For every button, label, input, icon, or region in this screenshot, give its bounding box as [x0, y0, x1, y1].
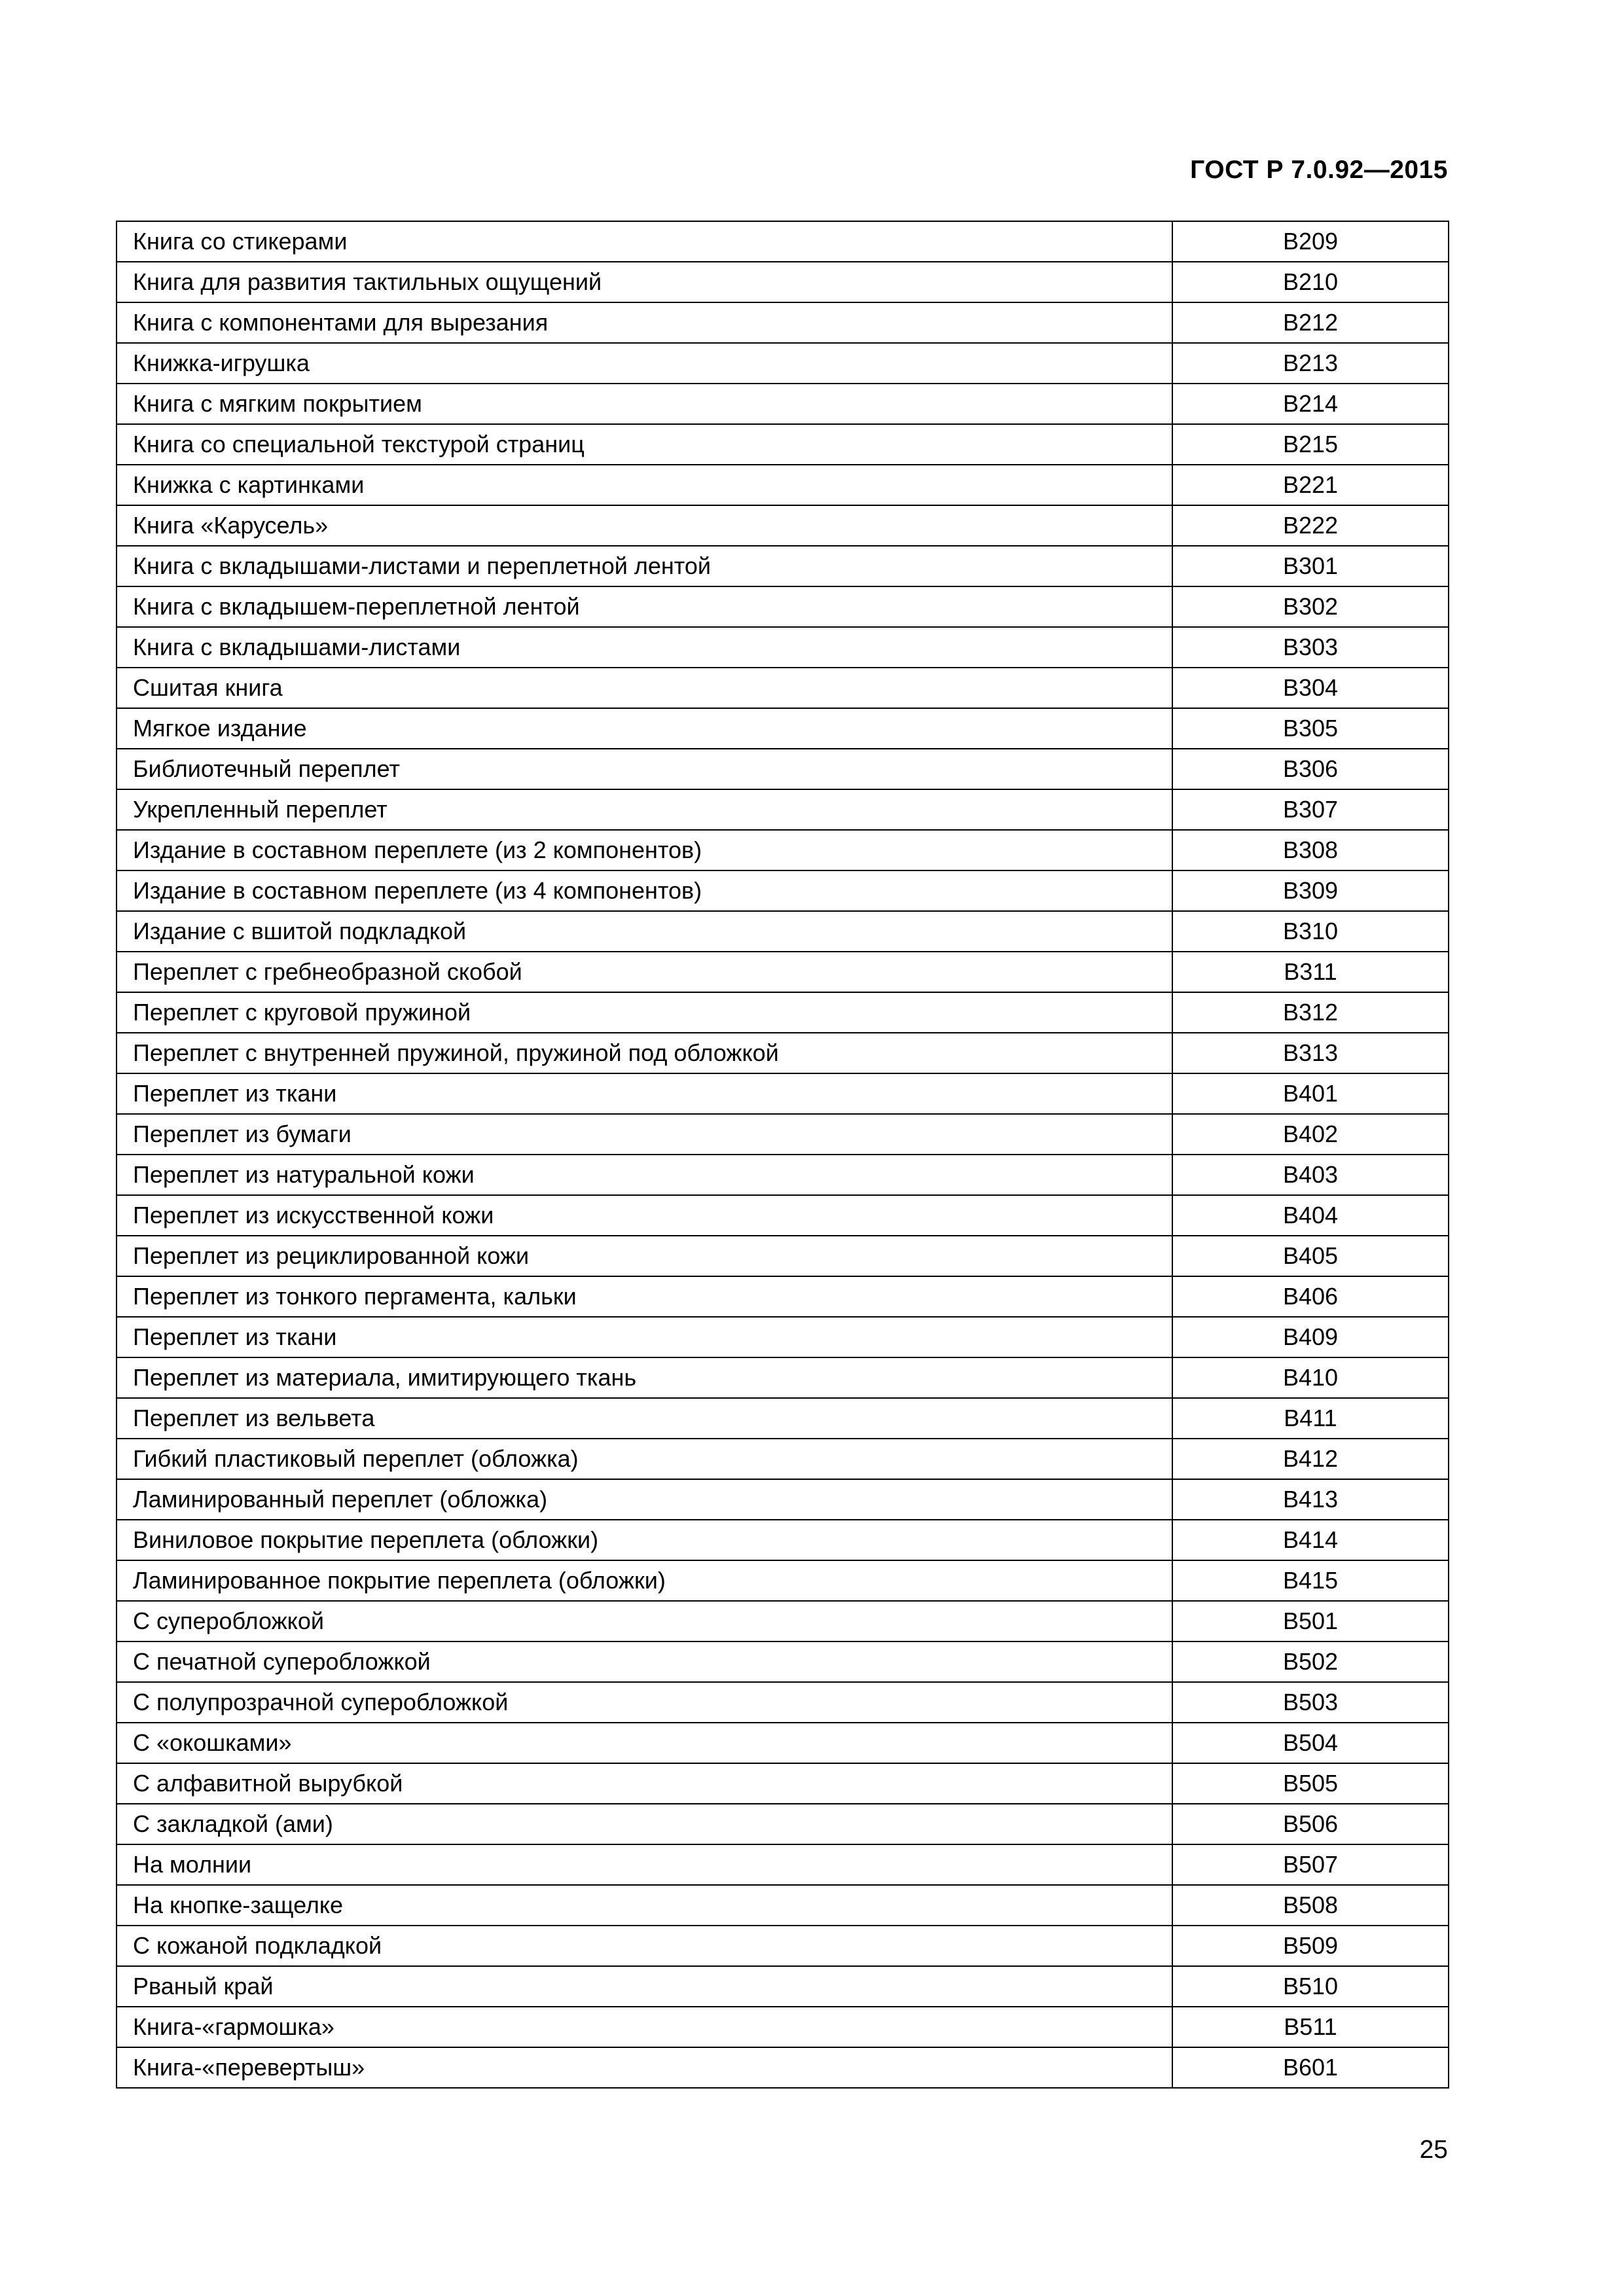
product-form-name-cell: С «окошками»: [117, 1723, 1172, 1763]
product-form-code-cell: B215: [1172, 424, 1449, 465]
product-form-code-cell: B213: [1172, 343, 1449, 384]
product-form-name-cell: Издание в составном переплете (из 4 компонентов): [117, 870, 1172, 911]
product-form-name-cell: Книга-«гармошка»: [117, 2007, 1172, 2047]
product-form-name-cell: Рваный край: [117, 1966, 1172, 2007]
table-row: [117, 1479, 1449, 1520]
product-form-name-cell: Книжка-игрушка: [117, 343, 1172, 384]
table-row: [117, 1276, 1449, 1317]
table-row: [117, 1966, 1449, 2007]
product-form-code-cell: B506: [1172, 1804, 1449, 1844]
table-row: [117, 1885, 1449, 1926]
product-form-code-cell: B304: [1172, 668, 1449, 708]
product-form-code-cell: B209: [1172, 221, 1449, 262]
product-form-code-cell: B505: [1172, 1763, 1449, 1804]
product-form-code-cell: B306: [1172, 749, 1449, 789]
product-form-name-cell: Книжка с картинками: [117, 465, 1172, 505]
product-form-name-cell: Переплет из ткани: [117, 1073, 1172, 1114]
product-form-code-cell: B212: [1172, 302, 1449, 343]
product-form-name-cell: Книга со стикерами: [117, 221, 1172, 262]
table-row: [117, 1439, 1449, 1479]
table-row: [117, 1641, 1449, 1682]
table-row: [117, 262, 1449, 302]
product-form-name-cell: Библиотечный переплет: [117, 749, 1172, 789]
table-row: [117, 1560, 1449, 1601]
product-form-name-cell: Ламинированное покрытие переплета (обложки): [117, 1560, 1172, 1601]
product-form-name-cell: Переплет с гребнеобразной скобой: [117, 952, 1172, 992]
table-row: [117, 1073, 1449, 1114]
product-form-code-cell: B503: [1172, 1682, 1449, 1723]
product-form-code-cell: B413: [1172, 1479, 1449, 1520]
product-form-name-cell: Книга со специальной текстурой страниц: [117, 424, 1172, 465]
product-form-name-cell: Переплет из рециклированной кожи: [117, 1236, 1172, 1276]
product-form-name-cell: Книга-«перевертыш»: [117, 2047, 1172, 2088]
table-row: [117, 627, 1449, 668]
product-form-name-cell: Ламинированный переплет (обложка): [117, 1479, 1172, 1520]
page-number: 25: [1419, 2136, 1448, 2164]
product-form-code-cell: B504: [1172, 1723, 1449, 1763]
product-form-code-cell: B307: [1172, 789, 1449, 830]
product-form-code-cell: B313: [1172, 1033, 1449, 1073]
product-form-code-cell: B312: [1172, 992, 1449, 1033]
product-form-code-cell: B210: [1172, 262, 1449, 302]
table-row: [117, 1723, 1449, 1763]
table-row: [117, 1520, 1449, 1560]
product-form-code-cell: B221: [1172, 465, 1449, 505]
table-row: [117, 870, 1449, 911]
table-row: [117, 952, 1449, 992]
table-row: [117, 911, 1449, 952]
table-row: [117, 708, 1449, 749]
table-row: [117, 1236, 1449, 1276]
product-form-name-cell: Переплет из тонкого пергамента, кальки: [117, 1276, 1172, 1317]
product-form-name-cell: С кожаной подкладкой: [117, 1926, 1172, 1966]
product-form-code-cell: B409: [1172, 1317, 1449, 1357]
table-row: [117, 1926, 1449, 1966]
product-form-code-cell: B401: [1172, 1073, 1449, 1114]
table-row: [117, 992, 1449, 1033]
product-form-name-cell: С алфавитной вырубкой: [117, 1763, 1172, 1804]
product-form-code-cell: B402: [1172, 1114, 1449, 1155]
product-form-name-cell: Книга для развития тактильных ощущений: [117, 262, 1172, 302]
table-row: [117, 221, 1449, 262]
product-form-code-cell: B509: [1172, 1926, 1449, 1966]
product-form-code-cell: B214: [1172, 384, 1449, 424]
product-form-code-cell: B601: [1172, 2047, 1449, 2088]
product-form-code-cell: B414: [1172, 1520, 1449, 1560]
binding-codes-table: [116, 221, 1449, 2089]
product-form-name-cell: Переплет из вельвета: [117, 1398, 1172, 1439]
table-row: [117, 424, 1449, 465]
product-form-name-cell: С печатной суперобложкой: [117, 1641, 1172, 1682]
product-form-code-cell: B302: [1172, 586, 1449, 627]
table-row: [117, 343, 1449, 384]
product-form-code-cell: B411: [1172, 1398, 1449, 1439]
document-standard-header: ГОСТ Р 7.0.92—2015: [1190, 156, 1448, 184]
table-row: [117, 830, 1449, 870]
product-form-name-cell: Укрепленный переплет: [117, 789, 1172, 830]
product-form-name-cell: Переплет из бумаги: [117, 1114, 1172, 1155]
product-form-code-cell: B222: [1172, 505, 1449, 546]
table-row: [117, 668, 1449, 708]
table-row: [117, 384, 1449, 424]
table-row: [117, 1114, 1449, 1155]
product-form-name-cell: Книга с вкладышами-листами: [117, 627, 1172, 668]
product-form-code-cell: B305: [1172, 708, 1449, 749]
product-form-code-cell: B309: [1172, 870, 1449, 911]
table-row: [117, 1804, 1449, 1844]
product-form-name-cell: Мягкое издание: [117, 708, 1172, 749]
product-form-code-cell: B310: [1172, 911, 1449, 952]
product-form-code-cell: B507: [1172, 1844, 1449, 1885]
product-form-name-cell: Книга «Карусель»: [117, 505, 1172, 546]
product-form-name-cell: Сшитая книга: [117, 668, 1172, 708]
table-row: [117, 586, 1449, 627]
product-form-code-cell: B303: [1172, 627, 1449, 668]
product-form-name-cell: На кнопке-защелке: [117, 1885, 1172, 1926]
product-form-name-cell: С полупрозрачной суперобложкой: [117, 1682, 1172, 1723]
product-form-name-cell: Книга с компонентами для вырезания: [117, 302, 1172, 343]
product-form-code-cell: B502: [1172, 1641, 1449, 1682]
table-body: [117, 221, 1449, 2088]
product-form-name-cell: Переплет с внутренней пружиной, пружиной под обложкой: [117, 1033, 1172, 1073]
product-form-name-cell: Издание в составном переплете (из 2 компонентов): [117, 830, 1172, 870]
product-form-code-cell: B410: [1172, 1357, 1449, 1398]
product-form-code-cell: B511: [1172, 2007, 1449, 2047]
table-row: [117, 302, 1449, 343]
product-form-name-cell: Переплет из ткани: [117, 1317, 1172, 1357]
table-row: [117, 1357, 1449, 1398]
table-row: [117, 465, 1449, 505]
product-form-code-cell: B404: [1172, 1195, 1449, 1236]
table-row: [117, 1195, 1449, 1236]
table-row: [117, 789, 1449, 830]
product-form-name-cell: Книга с вкладышем-переплетной лентой: [117, 586, 1172, 627]
table-row: [117, 1682, 1449, 1723]
product-form-name-cell: С суперобложкой: [117, 1601, 1172, 1641]
table-row: [117, 505, 1449, 546]
product-form-code-cell: B403: [1172, 1155, 1449, 1195]
product-form-code-cell: B301: [1172, 546, 1449, 586]
product-form-name-cell: Книга с мягким покрытием: [117, 384, 1172, 424]
product-form-name-cell: Гибкий пластиковый переплет (обложка): [117, 1439, 1172, 1479]
product-form-code-cell: B508: [1172, 1885, 1449, 1926]
product-form-code-cell: B510: [1172, 1966, 1449, 2007]
product-form-code-cell: B311: [1172, 952, 1449, 992]
product-form-name-cell: Переплет из искусственной кожи: [117, 1195, 1172, 1236]
product-form-code-cell: B415: [1172, 1560, 1449, 1601]
table-row: [117, 2007, 1449, 2047]
table-row: [117, 1155, 1449, 1195]
table-row: [117, 1763, 1449, 1804]
table-row: [117, 2047, 1449, 2088]
product-form-name-cell: Переплет с круговой пружиной: [117, 992, 1172, 1033]
product-form-code-cell: B308: [1172, 830, 1449, 870]
product-form-name-cell: Переплет из натуральной кожи: [117, 1155, 1172, 1195]
product-form-name-cell: Книга с вкладышами-листами и переплетной лентой: [117, 546, 1172, 586]
product-form-code-cell: B406: [1172, 1276, 1449, 1317]
table-row: [117, 1844, 1449, 1885]
table-row: [117, 1317, 1449, 1357]
table-row: [117, 1033, 1449, 1073]
product-form-name-cell: На молнии: [117, 1844, 1172, 1885]
product-form-code-cell: B412: [1172, 1439, 1449, 1479]
table-row: [117, 546, 1449, 586]
product-form-name-cell: Издание с вшитой подкладкой: [117, 911, 1172, 952]
product-form-code-cell: B405: [1172, 1236, 1449, 1276]
table-row: [117, 1601, 1449, 1641]
table-row: [117, 1398, 1449, 1439]
product-form-name-cell: С закладкой (ами): [117, 1804, 1172, 1844]
product-form-name-cell: Виниловое покрытие переплета (обложки): [117, 1520, 1172, 1560]
product-form-code-cell: B501: [1172, 1601, 1449, 1641]
table-row: [117, 749, 1449, 789]
product-form-name-cell: Переплет из материала, имитирующего ткань: [117, 1357, 1172, 1398]
